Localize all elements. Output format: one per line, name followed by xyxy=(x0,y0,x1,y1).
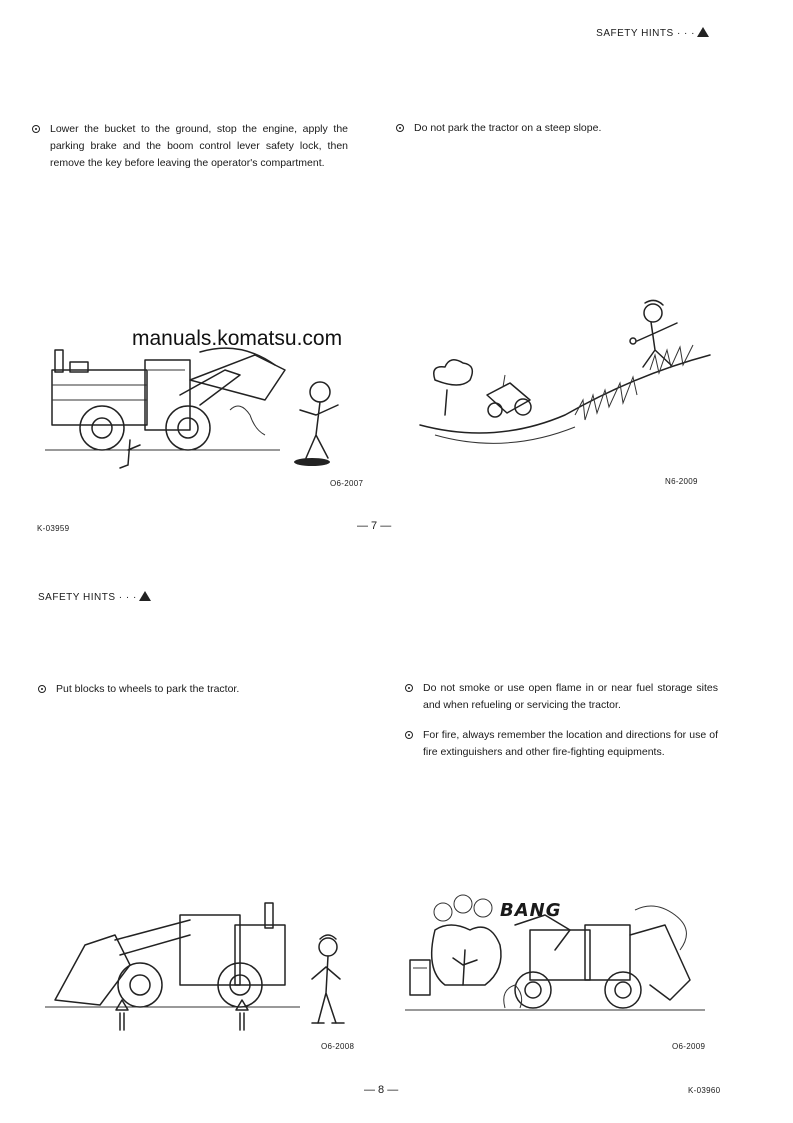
page7-right-bullet xyxy=(396,120,726,137)
page7-header-text: SAFETY HINTS · · · xyxy=(596,28,695,39)
page8-right-figure-code: O6-2009 xyxy=(672,1042,706,1051)
page8-right-bullet-1-text: Do not smoke or use open flame in or near fuel storage sites and when refueling or servicing the tractor. xyxy=(423,682,718,711)
wheel-blocks-illustration xyxy=(40,895,370,1045)
page8-left-bullet xyxy=(38,681,338,698)
bullet-circle-icon xyxy=(396,124,404,132)
page8-page-number: — 8 — xyxy=(364,1084,399,1096)
page8-footer-code: K-03960 xyxy=(688,1086,721,1095)
bullet-circle-icon xyxy=(405,684,413,692)
page8-header xyxy=(38,590,151,603)
page7-left-bullet xyxy=(32,121,348,172)
bullet-circle-icon xyxy=(38,685,46,693)
wheel-loader-parked-illustration xyxy=(40,340,360,480)
bang-label: BANG xyxy=(500,900,562,921)
page7-right-figure-code: N6-2009 xyxy=(665,477,698,486)
page7-left-bullet-text: Lower the bucket to the ground, stop the engine, apply the parking brake and the boom control lever safety lock, then remove the key before leaving the operator's compartment. xyxy=(50,123,348,169)
page7-header xyxy=(596,26,709,39)
page7-right-bullet-text: Do not park the tractor on a steep slope. xyxy=(414,122,602,134)
page8-header-text: SAFETY HINTS · · · xyxy=(38,592,137,603)
warning-triangle-icon xyxy=(697,27,709,37)
bullet-circle-icon xyxy=(405,731,413,739)
page7-left-figure-code: O6-2007 xyxy=(330,479,364,488)
page7-footer-code: K-03959 xyxy=(37,524,70,533)
warning-triangle-icon xyxy=(139,591,151,601)
page7-page-number: — 7 — xyxy=(357,520,392,532)
page8-left-figure-code: O6-2008 xyxy=(321,1042,355,1051)
bullet-circle-icon xyxy=(32,125,40,133)
watermark: manuals.komatsu.com xyxy=(132,327,343,350)
page8-right-bullet-1 xyxy=(405,680,718,714)
page8-left-bullet-text: Put blocks to wheels to park the tractor. xyxy=(56,683,240,695)
tractor-on-slope-illustration xyxy=(415,295,715,475)
page8-right-bullet-2 xyxy=(405,727,718,761)
fire-hazard-illustration xyxy=(405,890,715,1050)
page8-right-bullet-2-text: For fire, always remember the location and directions for use of fire extinguishers and other fire-fighting equipments. xyxy=(423,729,718,758)
